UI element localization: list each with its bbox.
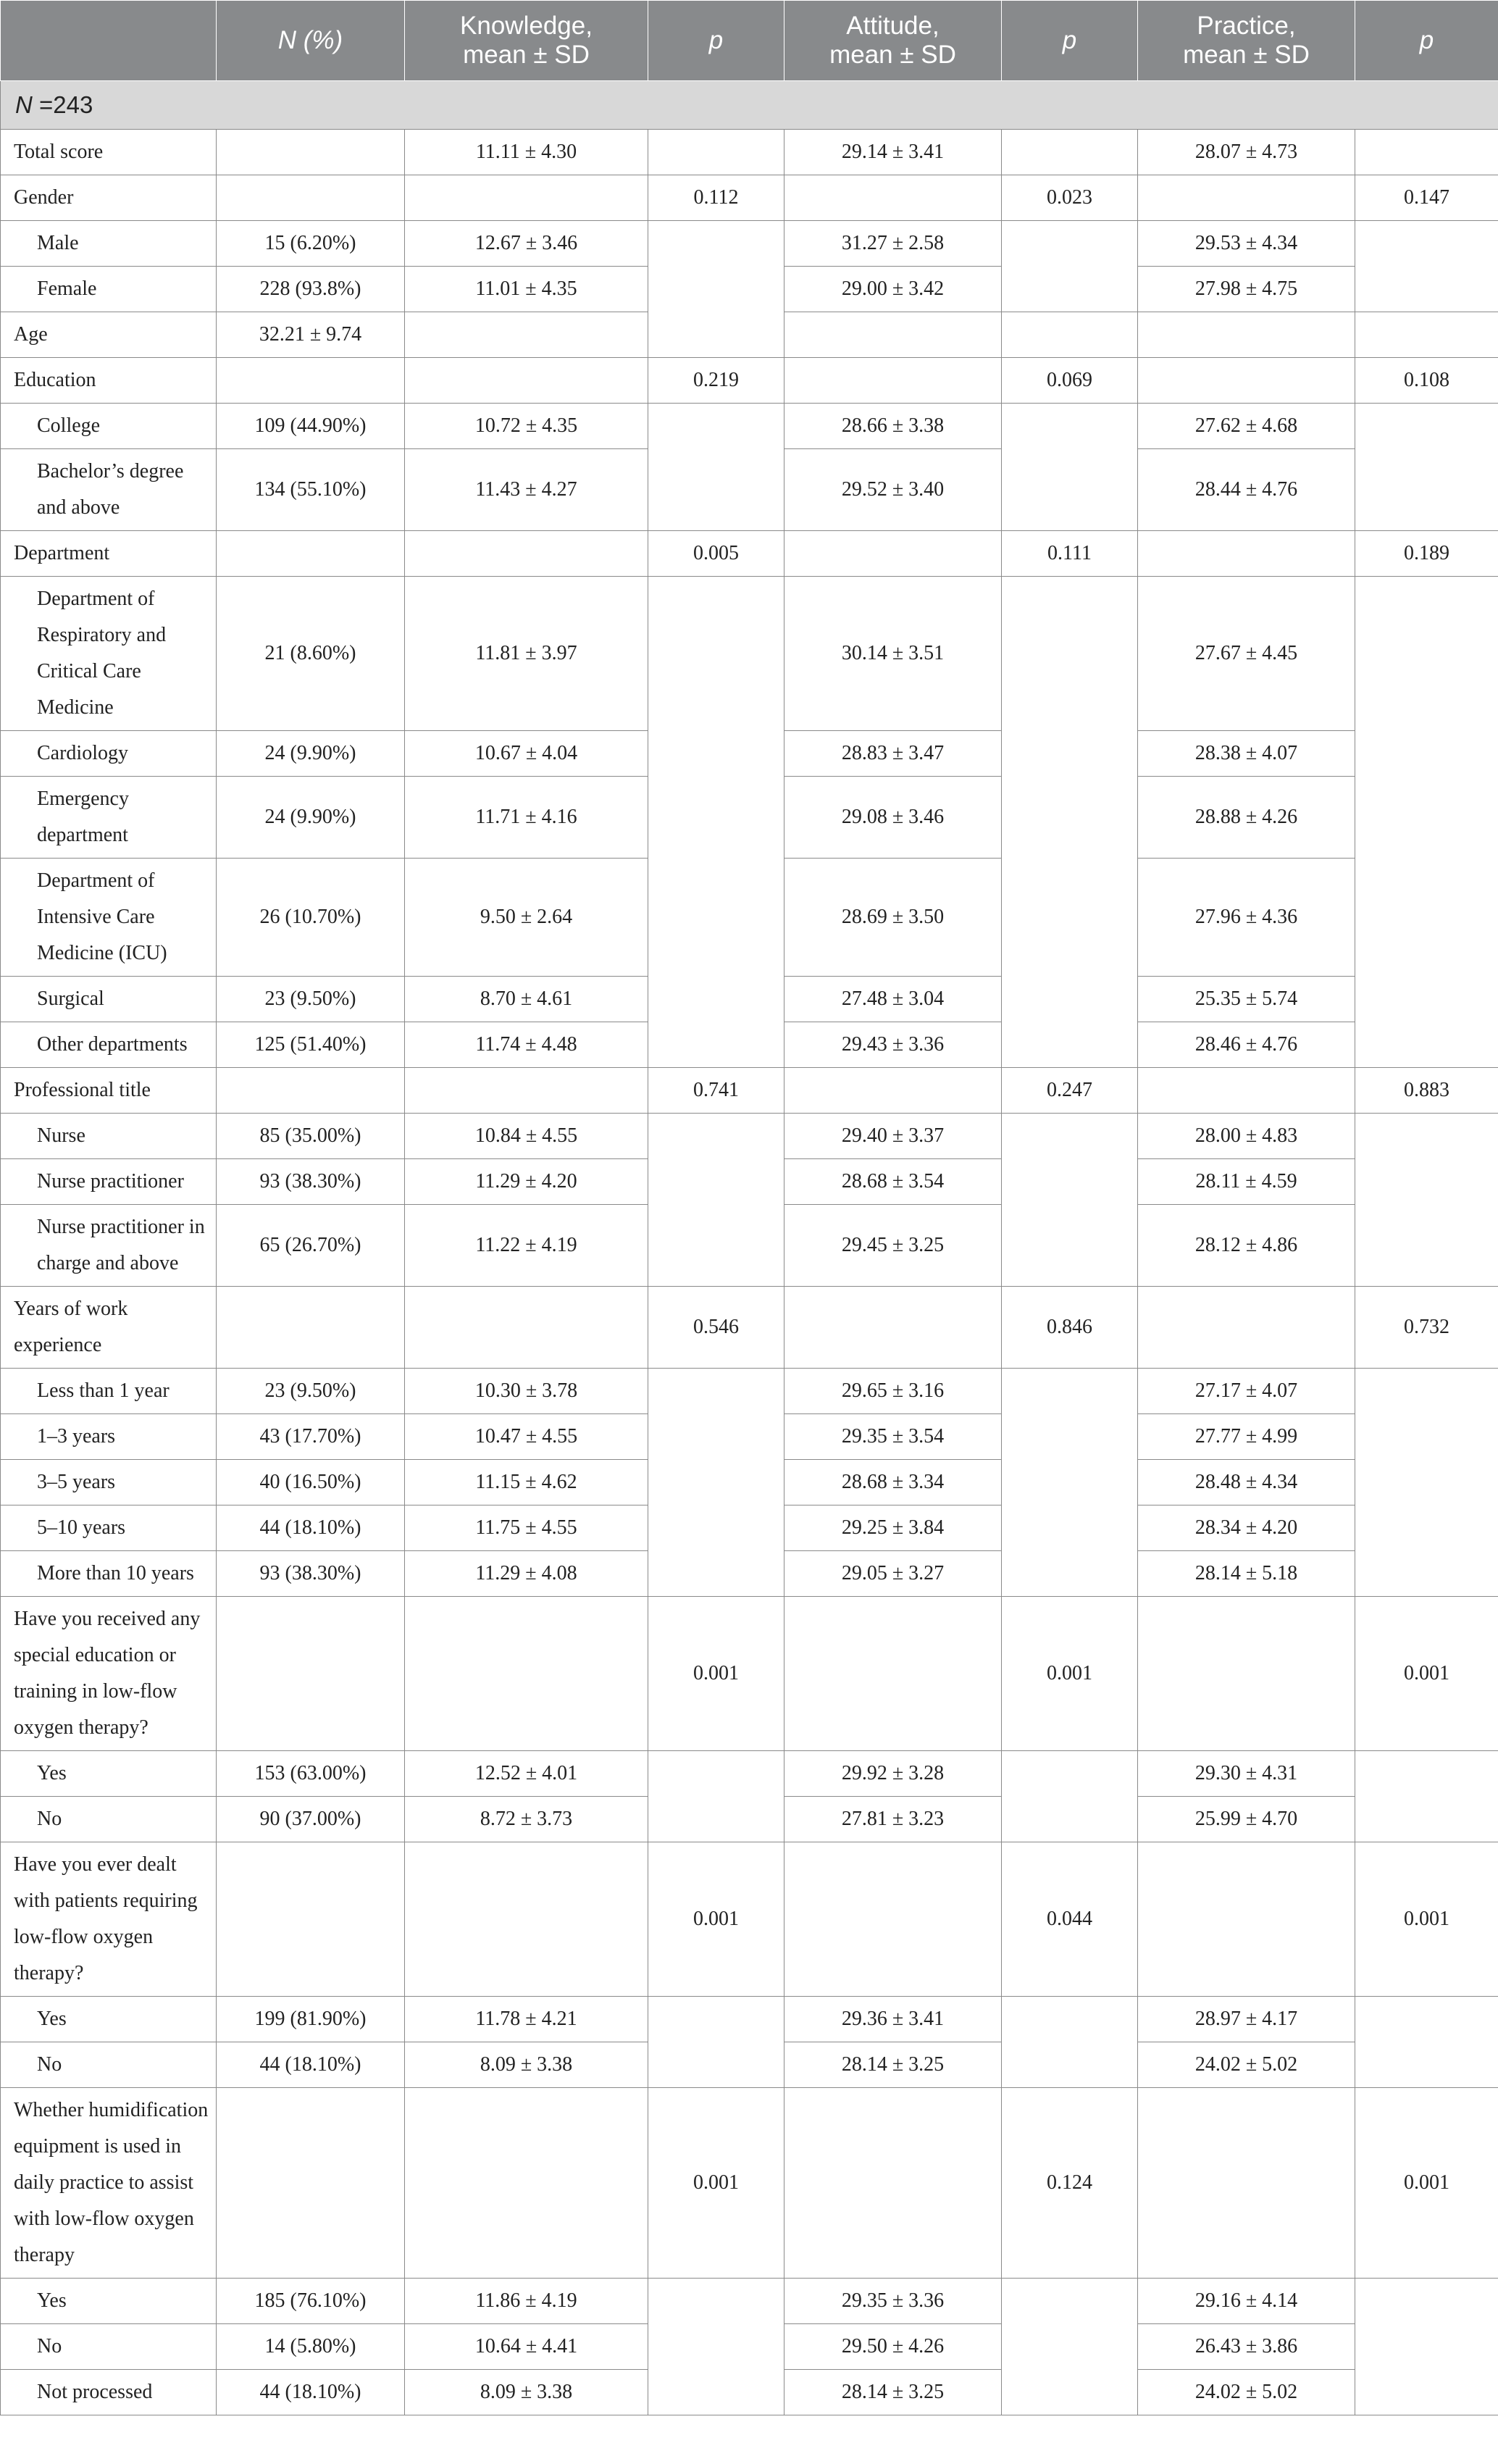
practice-cell: 25.35 ± 5.74 <box>1138 977 1355 1022</box>
n-cell: 65 (26.70%) <box>217 1205 405 1287</box>
row-label: Total score <box>1 130 217 175</box>
practice-cell: 27.62 ± 4.68 <box>1138 404 1355 449</box>
p-cell <box>648 1114 784 1287</box>
table-row <box>1 130 1498 175</box>
sample-size-row <box>1 81 1498 130</box>
row-label: Other departments <box>1 1022 217 1068</box>
p-cell <box>1355 312 1498 358</box>
practice-cell: 25.99 ± 4.70 <box>1138 1797 1355 1842</box>
attitude-cell: 29.00 ± 3.42 <box>784 267 1002 312</box>
practice-cell: 28.88 ± 4.26 <box>1138 777 1355 859</box>
p-knowledge-cell: 0.001 <box>648 1597 784 1751</box>
knowledge-cell: 11.29 ± 4.08 <box>405 1551 648 1597</box>
n-cell: 15 (6.20%) <box>217 221 405 267</box>
knowledge-cell <box>405 358 648 404</box>
header-p-practice: p <box>1355 1 1498 81</box>
knowledge-cell: 9.50 ± 2.64 <box>405 859 648 977</box>
attitude-cell: 29.50 ± 4.26 <box>784 2324 1002 2370</box>
row-label: No <box>1 2324 217 2370</box>
knowledge-cell: 11.75 ± 4.55 <box>405 1505 648 1551</box>
table-row <box>1 1068 1498 1114</box>
knowledge-cell <box>405 1068 648 1114</box>
p-cell <box>1002 577 1138 1068</box>
knowledge-cell: 10.30 ± 3.78 <box>405 1369 648 1414</box>
p-cell <box>1355 221 1498 312</box>
n-cell: 134 (55.10%) <box>217 449 405 531</box>
table-row <box>1 358 1498 404</box>
knowledge-cell: 8.72 ± 3.73 <box>405 1797 648 1842</box>
attitude-cell: 28.14 ± 3.25 <box>784 2370 1002 2415</box>
p-cell <box>1355 130 1498 175</box>
p-cell <box>1002 1751 1138 1842</box>
attitude-cell <box>784 312 1002 358</box>
p-cell <box>1002 404 1138 531</box>
row-label: Years of work experience <box>1 1287 217 1369</box>
p-attitude-cell: 0.846 <box>1002 1287 1138 1369</box>
n-cell: 14 (5.80%) <box>217 2324 405 2370</box>
knowledge-cell: 10.72 ± 4.35 <box>405 404 648 449</box>
sample-size: N =243 <box>1 81 1498 130</box>
n-cell: 23 (9.50%) <box>217 977 405 1022</box>
knowledge-cell <box>405 2088 648 2279</box>
n-cell: 26 (10.70%) <box>217 859 405 977</box>
knowledge-cell: 8.70 ± 4.61 <box>405 977 648 1022</box>
n-cell: 185 (76.10%) <box>217 2279 405 2324</box>
attitude-cell: 28.83 ± 3.47 <box>784 731 1002 777</box>
table-row <box>1 1114 1498 1159</box>
p-attitude-cell: 0.247 <box>1002 1068 1138 1114</box>
attitude-cell <box>784 358 1002 404</box>
p-cell <box>1002 130 1138 175</box>
p-practice-cell: 0.732 <box>1355 1287 1498 1369</box>
practice-cell <box>1138 175 1355 221</box>
knowledge-cell: 11.71 ± 4.16 <box>405 777 648 859</box>
attitude-cell: 29.25 ± 3.84 <box>784 1505 1002 1551</box>
n-cell: 93 (38.30%) <box>217 1551 405 1597</box>
row-label: College <box>1 404 217 449</box>
attitude-cell: 28.14 ± 3.25 <box>784 2042 1002 2088</box>
table-row <box>1 577 1498 731</box>
attitude-cell <box>784 531 1002 577</box>
practice-cell: 28.07 ± 4.73 <box>1138 130 1355 175</box>
p-cell <box>1002 1997 1138 2088</box>
table-row <box>1 1842 1498 1997</box>
p-knowledge-cell: 0.546 <box>648 1287 784 1369</box>
knowledge-cell: 12.67 ± 3.46 <box>405 221 648 267</box>
row-label: Bachelor’s degree and above <box>1 449 217 531</box>
attitude-cell: 29.40 ± 3.37 <box>784 1114 1002 1159</box>
p-cell <box>648 1369 784 1597</box>
attitude-cell: 27.81 ± 3.23 <box>784 1797 1002 1842</box>
p-cell <box>648 404 784 531</box>
attitude-cell: 29.45 ± 3.25 <box>784 1205 1002 1287</box>
knowledge-cell: 12.52 ± 4.01 <box>405 1751 648 1797</box>
n-cell: 44 (18.10%) <box>217 1505 405 1551</box>
p-practice-cell: 0.189 <box>1355 531 1498 577</box>
attitude-cell: 30.14 ± 3.51 <box>784 577 1002 731</box>
p-knowledge-cell: 0.005 <box>648 531 784 577</box>
p-cell <box>1355 2279 1498 2415</box>
attitude-cell: 29.35 ± 3.36 <box>784 2279 1002 2324</box>
p-practice-cell: 0.147 <box>1355 175 1498 221</box>
practice-cell: 28.00 ± 4.83 <box>1138 1114 1355 1159</box>
practice-cell: 27.17 ± 4.07 <box>1138 1369 1355 1414</box>
attitude-cell <box>784 1842 1002 1997</box>
header-knowledge: Knowledge, mean ± SD <box>405 1 648 81</box>
p-knowledge-cell: 0.741 <box>648 1068 784 1114</box>
n-cell: 199 (81.90%) <box>217 1997 405 2042</box>
row-label: Not processed <box>1 2370 217 2415</box>
attitude-cell <box>784 2088 1002 2279</box>
practice-cell: 26.43 ± 3.86 <box>1138 2324 1355 2370</box>
table-row <box>1 221 1498 267</box>
knowledge-cell: 11.86 ± 4.19 <box>405 2279 648 2324</box>
p-cell <box>1355 1997 1498 2088</box>
p-cell <box>648 221 784 358</box>
table-row <box>1 1751 1498 1797</box>
row-label: Female <box>1 267 217 312</box>
practice-cell <box>1138 531 1355 577</box>
knowledge-cell: 11.43 ± 4.27 <box>405 449 648 531</box>
n-cell: 44 (18.10%) <box>217 2370 405 2415</box>
knowledge-cell <box>405 175 648 221</box>
row-label: Yes <box>1 1997 217 2042</box>
row-label: Nurse <box>1 1114 217 1159</box>
row-label: Surgical <box>1 977 217 1022</box>
p-practice-cell: 0.883 <box>1355 1068 1498 1114</box>
attitude-cell: 29.52 ± 3.40 <box>784 449 1002 531</box>
knowledge-cell <box>405 1287 648 1369</box>
row-label: Cardiology <box>1 731 217 777</box>
n-cell <box>217 175 405 221</box>
n-cell: 228 (93.8%) <box>217 267 405 312</box>
attitude-cell <box>784 1287 1002 1369</box>
p-practice-cell: 0.001 <box>1355 1842 1498 1997</box>
knowledge-cell: 11.22 ± 4.19 <box>405 1205 648 1287</box>
p-knowledge-cell: 0.001 <box>648 2088 784 2279</box>
row-label: Nurse practitioner in charge and above <box>1 1205 217 1287</box>
row-label: Department of Intensive Care Medicine (ICU) <box>1 859 217 977</box>
header-practice: Practice, mean ± SD <box>1138 1 1355 81</box>
p-attitude-cell: 0.001 <box>1002 1597 1138 1751</box>
row-label: More than 10 years <box>1 1551 217 1597</box>
p-cell <box>648 130 784 175</box>
attitude-cell <box>784 175 1002 221</box>
p-practice-cell: 0.108 <box>1355 358 1498 404</box>
row-label: Yes <box>1 2279 217 2324</box>
row-label: Less than 1 year <box>1 1369 217 1414</box>
p-cell <box>1355 577 1498 1068</box>
knowledge-cell: 10.47 ± 4.55 <box>405 1414 648 1460</box>
attitude-cell: 28.66 ± 3.38 <box>784 404 1002 449</box>
knowledge-cell: 8.09 ± 3.38 <box>405 2370 648 2415</box>
p-cell <box>1002 1369 1138 1597</box>
row-label: Emergency department <box>1 777 217 859</box>
n-cell: 44 (18.10%) <box>217 2042 405 2088</box>
header-p-attitude: p <box>1002 1 1138 81</box>
row-label: No <box>1 2042 217 2088</box>
knowledge-cell: 10.67 ± 4.04 <box>405 731 648 777</box>
knowledge-cell <box>405 531 648 577</box>
n-cell: 24 (9.90%) <box>217 777 405 859</box>
practice-cell: 24.02 ± 5.02 <box>1138 2042 1355 2088</box>
row-label: Nurse practitioner <box>1 1159 217 1205</box>
row-label: Department of Respiratory and Critical Care Medicine <box>1 577 217 731</box>
n-cell: 125 (51.40%) <box>217 1022 405 1068</box>
p-attitude-cell: 0.023 <box>1002 175 1138 221</box>
n-cell <box>217 1068 405 1114</box>
attitude-cell: 28.69 ± 3.50 <box>784 859 1002 977</box>
practice-cell: 28.48 ± 4.34 <box>1138 1460 1355 1505</box>
table-row <box>1 531 1498 577</box>
n-cell: 93 (38.30%) <box>217 1159 405 1205</box>
practice-cell: 28.46 ± 4.76 <box>1138 1022 1355 1068</box>
p-cell <box>1355 1114 1498 1287</box>
attitude-cell: 28.68 ± 3.54 <box>784 1159 1002 1205</box>
knowledge-cell: 11.11 ± 4.30 <box>405 130 648 175</box>
attitude-cell: 31.27 ± 2.58 <box>784 221 1002 267</box>
row-label: Gender <box>1 175 217 221</box>
p-cell <box>648 577 784 1068</box>
attitude-cell: 27.48 ± 3.04 <box>784 977 1002 1022</box>
n-cell <box>217 130 405 175</box>
attitude-cell: 29.36 ± 3.41 <box>784 1997 1002 2042</box>
knowledge-cell: 11.15 ± 4.62 <box>405 1460 648 1505</box>
header-attitude: Attitude, mean ± SD <box>784 1 1002 81</box>
practice-cell <box>1138 1597 1355 1751</box>
p-cell <box>1355 1369 1498 1597</box>
knowledge-cell <box>405 1842 648 1997</box>
p-cell <box>648 1997 784 2088</box>
practice-cell <box>1138 2088 1355 2279</box>
practice-cell: 28.34 ± 4.20 <box>1138 1505 1355 1551</box>
header-row <box>1 1 1498 81</box>
n-cell <box>217 1597 405 1751</box>
n-cell: 24 (9.90%) <box>217 731 405 777</box>
row-label: Whether humidification equipment is used in daily practice to assist with low-flow oxygen therapy <box>1 2088 217 2279</box>
practice-cell: 28.14 ± 5.18 <box>1138 1551 1355 1597</box>
row-label: Have you received any special education or training in low-flow oxygen therapy? <box>1 1597 217 1751</box>
p-cell <box>648 1751 784 1842</box>
table-row <box>1 1997 1498 2042</box>
practice-cell <box>1138 1287 1355 1369</box>
header-p-knowledge: p <box>648 1 784 81</box>
p-attitude-cell: 0.124 <box>1002 2088 1138 2279</box>
practice-cell <box>1138 1068 1355 1114</box>
p-cell <box>1002 2279 1138 2415</box>
attitude-cell <box>784 1597 1002 1751</box>
table-row <box>1 2279 1498 2324</box>
n-cell: 90 (37.00%) <box>217 1797 405 1842</box>
attitude-cell: 29.05 ± 3.27 <box>784 1551 1002 1597</box>
n-cell: 85 (35.00%) <box>217 1114 405 1159</box>
practice-cell <box>1138 312 1355 358</box>
practice-cell: 29.53 ± 4.34 <box>1138 221 1355 267</box>
header-n-percent: N (%) <box>217 1 405 81</box>
p-attitude-cell: 0.111 <box>1002 531 1138 577</box>
row-label: Education <box>1 358 217 404</box>
practice-cell: 28.97 ± 4.17 <box>1138 1997 1355 2042</box>
table-row <box>1 175 1498 221</box>
attitude-cell: 29.92 ± 3.28 <box>784 1751 1002 1797</box>
n-cell <box>217 1287 405 1369</box>
attitude-cell: 29.65 ± 3.16 <box>784 1369 1002 1414</box>
attitude-cell: 29.43 ± 3.36 <box>784 1022 1002 1068</box>
row-label: Professional title <box>1 1068 217 1114</box>
practice-cell <box>1138 358 1355 404</box>
practice-cell <box>1138 1842 1355 1997</box>
row-label: No <box>1 1797 217 1842</box>
p-cell <box>1002 221 1138 312</box>
row-label: Have you ever dealt with patients requiring low-flow oxygen therapy? <box>1 1842 217 1997</box>
p-cell <box>1355 1751 1498 1842</box>
p-knowledge-cell: 0.112 <box>648 175 784 221</box>
n-cell <box>217 1842 405 1997</box>
attitude-cell: 29.14 ± 3.41 <box>784 130 1002 175</box>
p-attitude-cell: 0.044 <box>1002 1842 1138 1997</box>
knowledge-cell <box>405 312 648 358</box>
practice-cell: 28.11 ± 4.59 <box>1138 1159 1355 1205</box>
n-cell <box>217 358 405 404</box>
header-blank <box>1 1 217 81</box>
row-label: 3–5 years <box>1 1460 217 1505</box>
practice-cell: 27.98 ± 4.75 <box>1138 267 1355 312</box>
n-cell: 21 (8.60%) <box>217 577 405 731</box>
n-cell: 43 (17.70%) <box>217 1414 405 1460</box>
practice-cell: 29.30 ± 4.31 <box>1138 1751 1355 1797</box>
p-practice-cell: 0.001 <box>1355 2088 1498 2279</box>
p-attitude-cell: 0.069 <box>1002 358 1138 404</box>
n-cell: 32.21 ± 9.74 <box>217 312 405 358</box>
table-row <box>1 1597 1498 1751</box>
practice-cell: 28.12 ± 4.86 <box>1138 1205 1355 1287</box>
knowledge-cell: 8.09 ± 3.38 <box>405 2042 648 2088</box>
n-cell: 153 (63.00%) <box>217 1751 405 1797</box>
table-row <box>1 1287 1498 1369</box>
n-cell: 109 (44.90%) <box>217 404 405 449</box>
p-knowledge-cell: 0.001 <box>648 1842 784 1997</box>
row-label: Department <box>1 531 217 577</box>
practice-cell: 28.38 ± 4.07 <box>1138 731 1355 777</box>
p-cell <box>1002 1114 1138 1287</box>
p-practice-cell: 0.001 <box>1355 1597 1498 1751</box>
knowledge-cell: 11.74 ± 4.48 <box>405 1022 648 1068</box>
table-row <box>1 2088 1498 2279</box>
knowledge-cell: 10.84 ± 4.55 <box>405 1114 648 1159</box>
table-row <box>1 404 1498 449</box>
n-cell: 40 (16.50%) <box>217 1460 405 1505</box>
knowledge-cell <box>405 1597 648 1751</box>
practice-cell: 27.77 ± 4.99 <box>1138 1414 1355 1460</box>
practice-cell: 29.16 ± 4.14 <box>1138 2279 1355 2324</box>
knowledge-cell: 10.64 ± 4.41 <box>405 2324 648 2370</box>
row-label: 1–3 years <box>1 1414 217 1460</box>
practice-cell: 27.96 ± 4.36 <box>1138 859 1355 977</box>
attitude-cell: 29.08 ± 3.46 <box>784 777 1002 859</box>
row-label: Male <box>1 221 217 267</box>
p-cell <box>648 2279 784 2415</box>
table-row <box>1 1369 1498 1414</box>
n-cell <box>217 2088 405 2279</box>
row-label: 5–10 years <box>1 1505 217 1551</box>
row-label: Age <box>1 312 217 358</box>
attitude-cell: 28.68 ± 3.34 <box>784 1460 1002 1505</box>
practice-cell: 24.02 ± 5.02 <box>1138 2370 1355 2415</box>
n-cell: 23 (9.50%) <box>217 1369 405 1414</box>
practice-cell: 28.44 ± 4.76 <box>1138 449 1355 531</box>
n-cell <box>217 531 405 577</box>
row-label: Yes <box>1 1751 217 1797</box>
p-knowledge-cell: 0.219 <box>648 358 784 404</box>
knowledge-cell: 11.81 ± 3.97 <box>405 577 648 731</box>
p-cell <box>1002 312 1138 358</box>
attitude-cell: 29.35 ± 3.54 <box>784 1414 1002 1460</box>
p-cell <box>1355 404 1498 531</box>
practice-cell: 27.67 ± 4.45 <box>1138 577 1355 731</box>
knowledge-cell: 11.01 ± 4.35 <box>405 267 648 312</box>
knowledge-cell: 11.29 ± 4.20 <box>405 1159 648 1205</box>
attitude-cell <box>784 1068 1002 1114</box>
knowledge-cell: 11.78 ± 4.21 <box>405 1997 648 2042</box>
